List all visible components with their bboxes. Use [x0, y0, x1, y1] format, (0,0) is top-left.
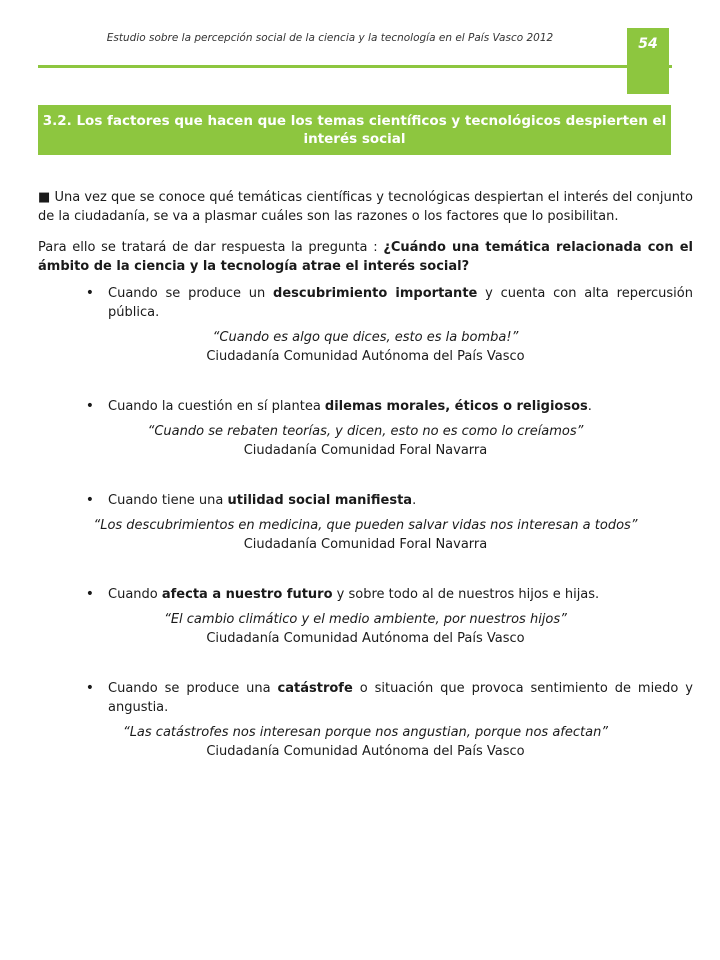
factor-source: Ciudadanía Comunidad Foral Navarra [243, 443, 488, 458]
factor-post: y cuenta con alta repercusión pública. [108, 286, 693, 320]
document-body [38, 188, 693, 761]
factor-text [108, 491, 693, 510]
bullet-icon: • [85, 586, 94, 602]
factor-bullet-row [38, 679, 693, 717]
header-divider [38, 65, 672, 68]
factor-quote: “Cuando se rebaten teorías, y dicen, esto no es como lo creíamos” [147, 424, 584, 439]
factor-item [38, 397, 693, 460]
bullet-icon: • [85, 285, 94, 301]
factor-pre: Cuando tiene una [108, 493, 228, 508]
question-bold: ¿Cuándo una temática relacionada con el ámbito de la ciencia y la tecnología atrae el interés social? [38, 240, 693, 274]
factor-source: Ciudadanía Comunidad Autónoma del País Vasco [206, 744, 525, 759]
factor-post: . [587, 399, 592, 414]
bullet-icon: • [85, 398, 94, 414]
factor-highlight: descubrimiento importante [273, 286, 478, 301]
factor-source: Ciudadanía Comunidad Autónoma del País Vasco [206, 631, 525, 646]
factor-item [38, 585, 693, 648]
factor-highlight: catástrofe [277, 681, 353, 696]
factor-highlight: dilemas morales, éticos o religiosos [324, 399, 588, 414]
factor-bullet-row [38, 585, 693, 604]
factor-highlight: afecta a nuestro futuro [161, 587, 333, 602]
factor-item [38, 679, 693, 761]
factor-text [108, 397, 693, 416]
section-title: 3.2. Los factores que hacen que los temas científicos y tecnológicos despierten el interés social [42, 113, 667, 147]
factor-pre: Cuando [108, 587, 162, 602]
section-title-banner [38, 105, 671, 155]
factor-source: Ciudadanía Comunidad Foral Navarra [243, 537, 488, 552]
factor-pre: Cuando se produce un [108, 286, 274, 301]
factor-bullet-row [38, 397, 693, 416]
factor-highlight: utilidad social manifiesta [227, 493, 413, 508]
factors-list [38, 284, 693, 761]
page-number-badge [627, 28, 669, 94]
page-number: 54 [638, 36, 658, 52]
factor-text [108, 585, 693, 604]
factor-post: . [412, 493, 417, 508]
factor-post: o situación que provoca sentimiento de miedo y angustia. [108, 681, 693, 715]
factor-source: Ciudadanía Comunidad Autónoma del País Vasco [206, 349, 525, 364]
factor-item [38, 491, 693, 554]
bullet-icon: • [85, 680, 94, 696]
factor-pre: Cuando se produce una [108, 681, 278, 696]
factor-quote: “Los descubrimientos en medicina, que pueden salvar vidas nos interesan a todos” [93, 518, 638, 533]
bullet-icon: • [85, 492, 94, 508]
factor-quote: “Las catástrofes nos interesan porque nos angustian, porque nos afectan” [122, 725, 609, 740]
factor-text [108, 679, 693, 717]
factor-post: y sobre todo al de nuestros hijos e hijas. [332, 587, 600, 602]
factor-item [38, 284, 693, 366]
intro-paragraph: ■ Una vez que se conoce qué temáticas científicas y tecnológicas despiertan el interés del conjunto de la ciudadanía, se va a plasmar cuáles son las razones o los factores que lo posibilitan. [38, 190, 693, 224]
document-header-title: Estudio sobre la percepción social de la ciencia y la tecnología en el País Vasco 2012 [106, 32, 554, 44]
question-paragraph [38, 238, 693, 276]
factor-bullet-row [38, 284, 693, 322]
factor-quote: “Cuando es algo que dices, esto es la bomba!” [212, 330, 519, 345]
factor-bullet-row [38, 491, 693, 510]
factor-quote: “El cambio climático y el medio ambiente, por nuestros hijos” [164, 612, 567, 627]
factor-pre: Cuando la cuestión en sí plantea [108, 399, 325, 414]
factor-text [108, 284, 693, 322]
question-prefix: Para ello se tratará de dar respuesta la pregunta : [38, 240, 384, 255]
